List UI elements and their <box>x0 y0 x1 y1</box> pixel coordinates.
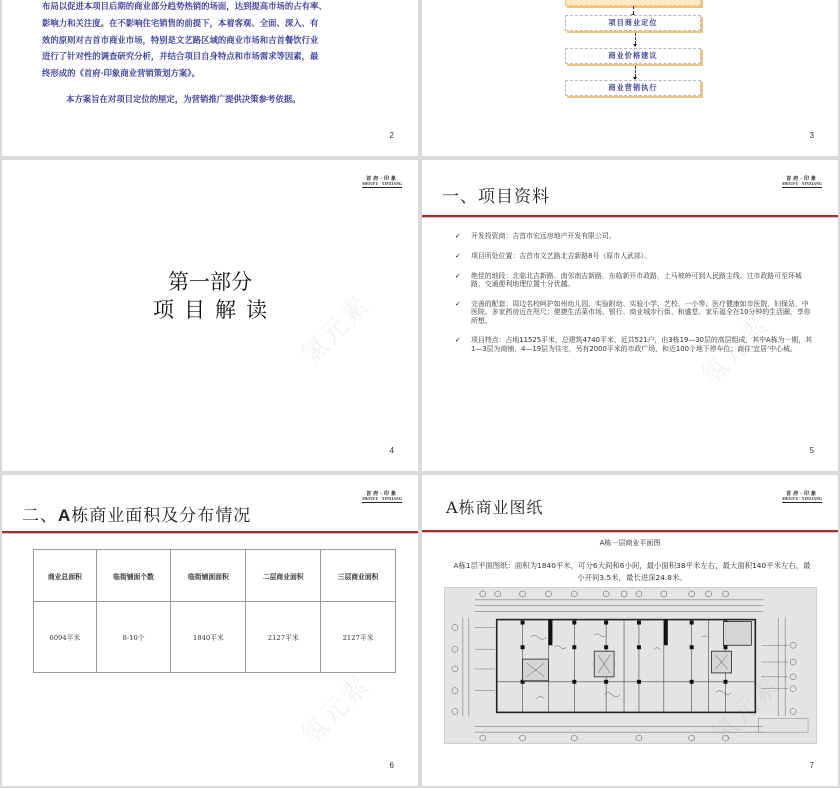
list-item <box>455 252 815 260</box>
slide-4[interactable] <box>2 160 418 471</box>
flow-step: 项目商业定位 <box>565 15 701 31</box>
slide-6[interactable] <box>2 475 418 786</box>
title-divider <box>422 215 838 217</box>
brand-cn: 首府·印象 <box>786 491 818 497</box>
section-title-line1: 第一部分 <box>168 270 252 294</box>
slide-5[interactable] <box>422 160 838 471</box>
watermark: 氢元素 <box>295 669 377 751</box>
watermark: 氢元素 <box>695 309 777 391</box>
table-cell: 2127平米 <box>246 602 321 673</box>
list-item <box>455 336 815 353</box>
slide-title: A栋商业图纸 <box>446 498 544 517</box>
brand-logo <box>362 177 402 188</box>
slide-title: 一、项目资料 <box>442 187 550 207</box>
page-number: 5 <box>809 446 814 455</box>
intro-line: 进行了针对性的调查研究分析，并结合项目自身特点和市场需求等因素，最 <box>42 51 319 62</box>
section-title <box>2 268 418 324</box>
check-icon: ✓ <box>455 251 461 260</box>
intro-line: 终形成的《首府·印象商业营销策划方案》。 <box>42 68 200 79</box>
slide-2[interactable] <box>2 0 418 156</box>
list-item <box>455 232 815 240</box>
list-item-text: 项目所处位置：吉首市文艺路北吉新路8号（原市人武部）。 <box>471 251 652 260</box>
intro-paragraph <box>42 0 402 82</box>
check-icon: ✓ <box>455 299 461 308</box>
title-prefix: 二、 <box>22 506 58 526</box>
title-rest: 栋商业面积及分布情况 <box>71 506 252 526</box>
list-item-text: 项目特点：占地11525平米，总建筑4740平米，近共521户，由3栋19—30层的高层组成，其中A栋为一期，其1—3层为商铺，4—19层为住宅，另有2000平米的市政广场，和近100个地下停车位；商住‘宜居’中心城。 <box>471 336 813 353</box>
table-header: 三层商业面积 <box>321 550 396 602</box>
floor-plan-image <box>444 587 817 744</box>
brand-cn: 首府·印象 <box>366 491 398 497</box>
list-item-text: 完善的配套：周边名校呵护如州幼儿园、实验附幼、实验小学、艺校、一小等；医疗健康如市医院、妇保站、中医院、多家药房近在咫尺；便捷生活菜市场、银行、商业城步行街、和盛堂、家乐福全在10分钟的生活圈，享你所想。 <box>471 299 811 325</box>
intro-line: 效的原则对吉首市商业市场，特别是文艺路区域的商业市场和吉首餐饮行业 <box>42 34 319 45</box>
table-header: 临街铺面个数 <box>96 550 171 602</box>
flow-step: 商业价格建议 <box>565 48 701 64</box>
list-item-text: 开发投资商：吉首市宏远房地产开发有限公司。 <box>471 232 616 240</box>
section-title-line2: 项目解读 <box>153 298 277 322</box>
table-header: 二层商业面积 <box>246 550 321 602</box>
project-info-list <box>455 232 815 365</box>
brand-logo <box>362 492 402 503</box>
list-item <box>455 300 815 325</box>
table-header-row <box>34 550 396 602</box>
page-number: 4 <box>389 446 394 455</box>
page-number: 2 <box>389 131 394 140</box>
check-icon: ✓ <box>455 271 461 280</box>
title-building: A <box>58 506 72 525</box>
check-icon: ✓ <box>455 232 461 240</box>
floor-plan-drawing <box>445 588 816 743</box>
table-row <box>34 602 396 673</box>
brand-cn: 首府·印象 <box>366 176 398 182</box>
flow-arrow-icon <box>633 6 634 14</box>
flow-arrow-icon <box>635 66 636 77</box>
table-cell: 6094平米 <box>34 602 97 673</box>
page-number: 6 <box>389 761 394 770</box>
table-cell: 1840平米 <box>171 602 246 673</box>
title-divider <box>2 531 418 533</box>
slide-3[interactable] <box>422 0 838 156</box>
page-number: 3 <box>809 131 814 140</box>
brand-logo <box>782 177 822 188</box>
brand-en: SHOUFU · YINXIANG <box>782 498 822 503</box>
list-item <box>455 272 815 289</box>
table-header: 临街铺面面积 <box>171 550 246 602</box>
table-cell: 2127平米 <box>321 602 396 673</box>
flow-arrow-icon <box>635 33 636 44</box>
drawing-subtitle: A栋一层商业平面图 <box>599 539 661 547</box>
list-item-text: 绝佳的地段：北临北吉新路、南邻南吉新路，东临新开市政路，上马坡岭可到人民路主线、过市政路可至环城路、交通便利地理位置十分优越。 <box>471 271 802 288</box>
brand-logo <box>782 492 822 503</box>
title-divider <box>422 530 838 532</box>
area-table <box>33 549 396 673</box>
slide-title <box>22 501 251 526</box>
check-icon: ✓ <box>455 336 461 345</box>
intro-line: 布局以促进本项目后期的商业部分趋势热销的场面，达到提高市场的占有率、 <box>42 1 327 11</box>
page-number: 7 <box>809 761 814 770</box>
brand-cn: 首府·印象 <box>786 176 818 182</box>
slide-7[interactable] <box>422 475 838 786</box>
summary-text: 本方案旨在对项目定位的厘定，为营销推广提供决策参考依据。 <box>66 94 301 104</box>
watermark: 氢元素 <box>295 289 377 371</box>
intro-line: 影响力和关注度。在不影响住宅销售的前提下，本着客观、全面、深入、有 <box>42 17 319 28</box>
table-header: 商业总面积 <box>34 550 97 602</box>
table-cell: 8-10个 <box>96 602 171 673</box>
brand-en: SHOUFU · YINXIANG <box>362 183 402 188</box>
drawing-description: A栋1层平面图纸：面积为1840平米，可分6大间和6小间，最小面积38平米左右，最大面积140平米左右，最小开间3.5米，最长进深24.8米。 <box>453 561 811 582</box>
brand-en: SHOUFU · YINXIANG <box>362 498 402 503</box>
brand-en: SHOUFU · YINXIANG <box>782 183 822 188</box>
flow-step: 商业营销执行 <box>565 80 701 96</box>
